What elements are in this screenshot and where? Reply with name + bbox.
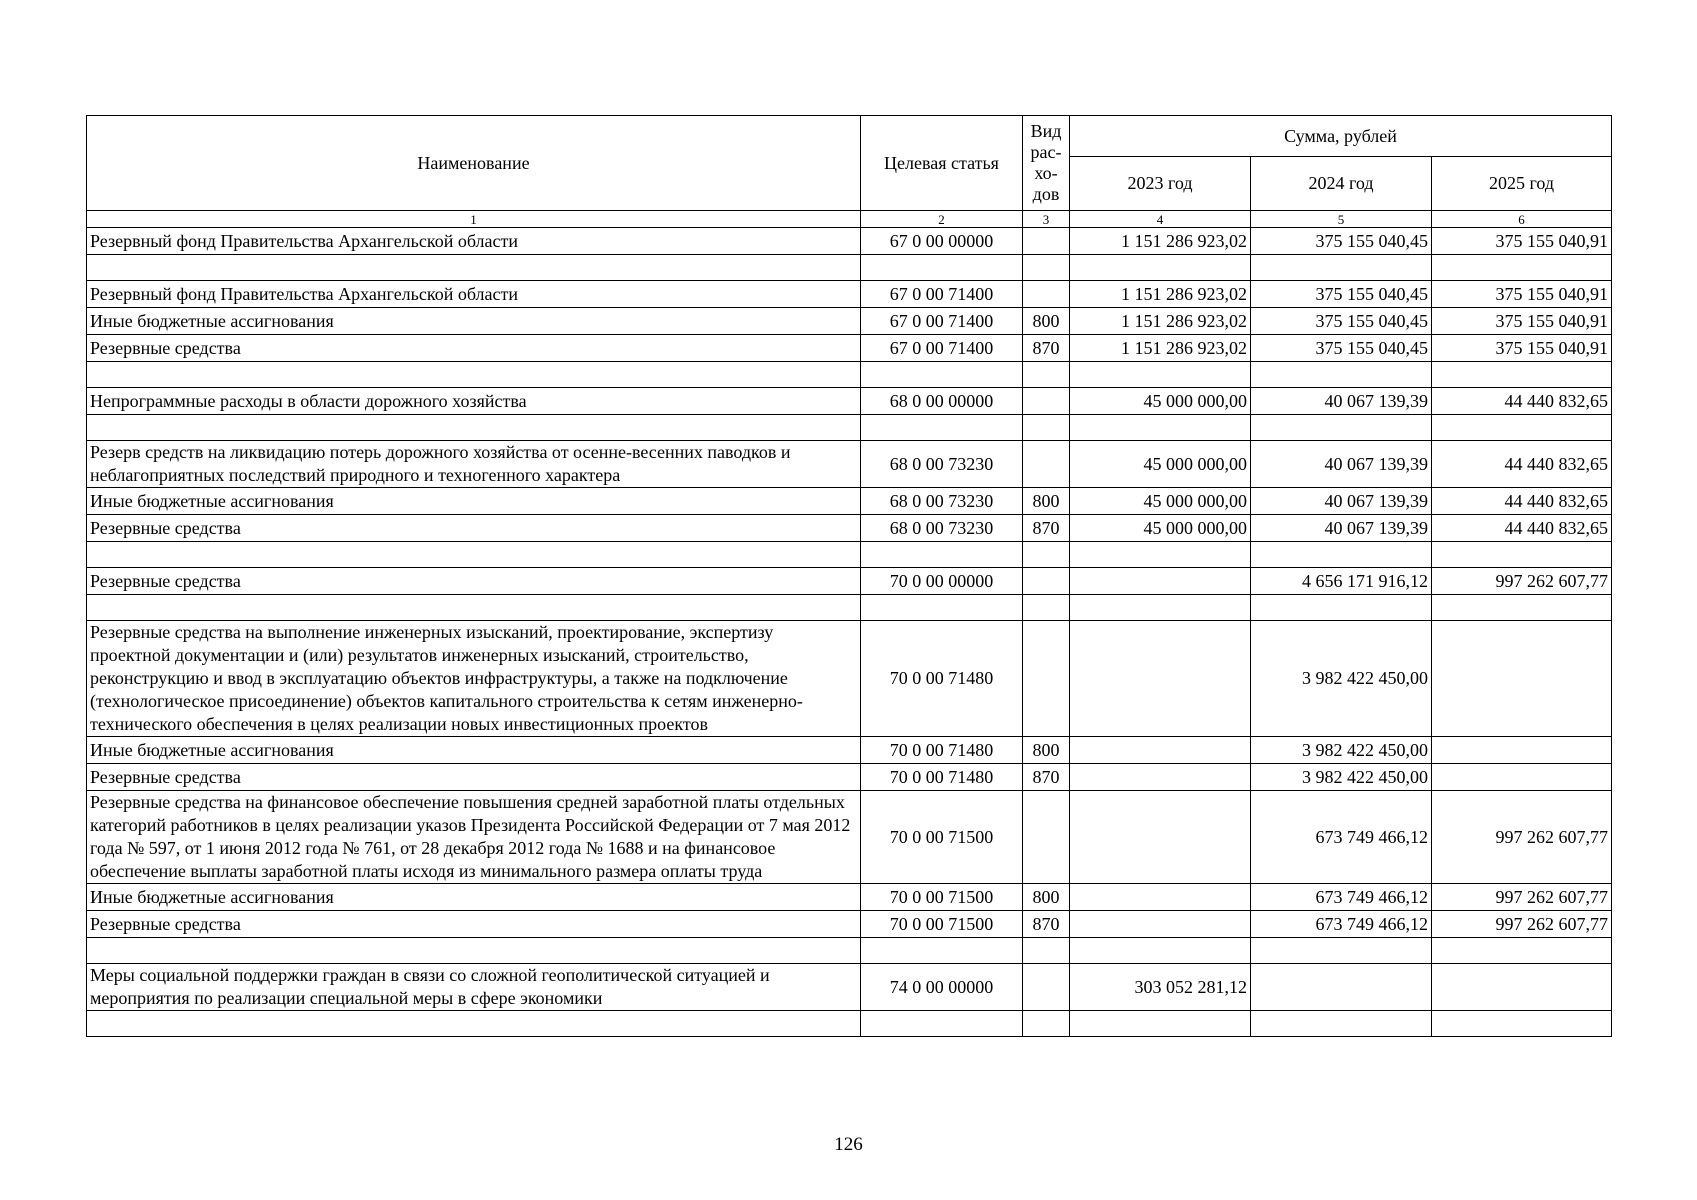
row-name	[87, 938, 861, 964]
table-row	[87, 281, 1612, 308]
row-amount-2023	[1070, 255, 1251, 281]
row-amount-2023	[1070, 938, 1251, 964]
row-amount-2024	[1251, 1011, 1432, 1037]
row-name	[87, 255, 861, 281]
row-name: Резервный фонд Правительства Архангельской области	[87, 228, 861, 255]
row-target-article: 70 0 00 71500	[861, 911, 1023, 938]
row-amount-2024: 375 155 040,45	[1251, 228, 1432, 255]
row-name: Резервные средства	[87, 515, 861, 542]
row-expense-type	[1023, 281, 1070, 308]
row-amount-2025: 375 155 040,91	[1432, 308, 1612, 335]
section-row	[87, 228, 1612, 255]
row-target-article	[861, 362, 1023, 388]
row-target-article: 68 0 00 73230	[861, 515, 1023, 542]
row-expense-type	[1023, 388, 1070, 415]
row-name: Резервные средства	[87, 335, 861, 362]
row-amount-2023	[1070, 362, 1251, 388]
table-row	[87, 335, 1612, 362]
row-amount-2025: 997 262 607,77	[1432, 884, 1612, 911]
row-name	[87, 595, 861, 621]
row-amount-2025: 375 155 040,91	[1432, 335, 1612, 362]
row-amount-2023	[1070, 911, 1251, 938]
budget-table	[86, 115, 1612, 1037]
row-name	[87, 542, 861, 568]
row-name: Резервные средства	[87, 764, 861, 791]
spacer-row	[87, 415, 1612, 441]
row-amount-2024	[1251, 415, 1432, 441]
row-name: Резервные средства	[87, 568, 861, 595]
row-name: Иные бюджетные ассигнования	[87, 308, 861, 335]
row-amount-2023	[1070, 1011, 1251, 1037]
row-amount-2024	[1251, 938, 1432, 964]
row-amount-2023: 1 151 286 923,02	[1070, 335, 1251, 362]
row-amount-2024	[1251, 362, 1432, 388]
row-amount-2025: 375 155 040,91	[1432, 281, 1612, 308]
table-row	[87, 737, 1612, 764]
row-target-article: 70 0 00 00000	[861, 568, 1023, 595]
row-expense-type	[1023, 441, 1070, 488]
row-amount-2024: 3 982 422 450,00	[1251, 737, 1432, 764]
row-amount-2024: 4 656 171 916,12	[1251, 568, 1432, 595]
spacer-row	[87, 362, 1612, 388]
row-target-article	[861, 255, 1023, 281]
row-name: Резервные средства на выполнение инженерных изысканий, проектирование, экспертизу проектной документации и (или) результатов инженерных изысканий, строительство, реконструкцию и ввод в эксплуатацию объектов инфраструктуры, а также на подключение (технологическое присоединение) объектов капитального строительства к сетям инженерно-технического обеспечения в целях реализации новых инвестиционных проектов	[87, 621, 861, 737]
row-target-article: 70 0 00 71480	[861, 764, 1023, 791]
header-year-2024: 2024 год	[1251, 157, 1432, 211]
row-amount-2024: 673 749 466,12	[1251, 911, 1432, 938]
row-amount-2023	[1070, 595, 1251, 621]
row-target-article: 68 0 00 73230	[861, 441, 1023, 488]
header-target-article: Целевая статья	[861, 116, 1023, 211]
row-amount-2024: 3 982 422 450,00	[1251, 621, 1432, 737]
row-target-article: 70 0 00 71480	[861, 621, 1023, 737]
row-expense-type	[1023, 791, 1070, 884]
row-amount-2023	[1070, 737, 1251, 764]
row-name	[87, 415, 861, 441]
row-amount-2024: 40 067 139,39	[1251, 515, 1432, 542]
row-amount-2023	[1070, 791, 1251, 884]
row-amount-2025: 44 440 832,65	[1432, 515, 1612, 542]
row-expense-type	[1023, 621, 1070, 737]
row-name	[87, 362, 861, 388]
row-amount-2023: 1 151 286 923,02	[1070, 308, 1251, 335]
row-amount-2025	[1432, 938, 1612, 964]
header-name: Наименование	[87, 116, 861, 211]
row-amount-2025: 997 262 607,77	[1432, 791, 1612, 884]
row-amount-2025	[1432, 255, 1612, 281]
row-target-article	[861, 415, 1023, 441]
row-amount-2024: 673 749 466,12	[1251, 791, 1432, 884]
row-target-article: 67 0 00 00000	[861, 228, 1023, 255]
row-amount-2024: 375 155 040,45	[1251, 281, 1432, 308]
row-expense-type	[1023, 362, 1070, 388]
column-number: 6	[1432, 211, 1612, 228]
column-number-row	[87, 211, 1612, 228]
row-amount-2023	[1070, 415, 1251, 441]
row-name	[87, 1011, 861, 1037]
row-expense-type	[1023, 964, 1070, 1011]
section-row	[87, 388, 1612, 415]
table-row	[87, 488, 1612, 515]
row-amount-2025: 44 440 832,65	[1432, 388, 1612, 415]
row-expense-type	[1023, 938, 1070, 964]
column-number: 3	[1023, 211, 1070, 228]
row-expense-type: 870	[1023, 335, 1070, 362]
spacer-row	[87, 938, 1612, 964]
row-amount-2024: 3 982 422 450,00	[1251, 764, 1432, 791]
row-amount-2023: 45 000 000,00	[1070, 388, 1251, 415]
row-name: Иные бюджетные ассигнования	[87, 884, 861, 911]
row-expense-type	[1023, 1011, 1070, 1037]
row-name: Резервные средства на финансовое обеспечение повышения средней заработной платы отдельных категорий работников в целях реализации указов Президента Российской Федерации от 7 мая 2012 года № 597, от 1 июня 2012 года № 761, от 28 декабря 2012 года № 1688 и на финансовое обеспечение выплаты заработной платы исходя из минимального размера оплаты труда	[87, 791, 861, 884]
row-target-article	[861, 1011, 1023, 1037]
table-row	[87, 764, 1612, 791]
row-amount-2023	[1070, 764, 1251, 791]
section-row	[87, 568, 1612, 595]
spacer-row	[87, 1011, 1612, 1037]
row-expense-type	[1023, 568, 1070, 595]
row-expense-type: 870	[1023, 515, 1070, 542]
row-target-article	[861, 595, 1023, 621]
row-amount-2024	[1251, 964, 1432, 1011]
row-amount-2024	[1251, 542, 1432, 568]
row-name: Резервный фонд Правительства Архангельской области	[87, 281, 861, 308]
row-target-article: 67 0 00 71400	[861, 281, 1023, 308]
row-target-article: 68 0 00 73230	[861, 488, 1023, 515]
page-number: 126	[834, 1134, 863, 1155]
row-expense-type: 870	[1023, 764, 1070, 791]
row-amount-2023: 45 000 000,00	[1070, 441, 1251, 488]
row-expense-type: 800	[1023, 737, 1070, 764]
row-target-article: 70 0 00 71500	[861, 791, 1023, 884]
row-amount-2025: 997 262 607,77	[1432, 568, 1612, 595]
row-amount-2025	[1432, 362, 1612, 388]
table-row	[87, 884, 1612, 911]
row-target-article: 70 0 00 71480	[861, 737, 1023, 764]
header-year-2025: 2025 год	[1432, 157, 1612, 211]
row-expense-type: 800	[1023, 488, 1070, 515]
header-expense-type: Вид рас- хо- дов	[1023, 116, 1070, 211]
row-target-article: 70 0 00 71500	[861, 884, 1023, 911]
row-expense-type	[1023, 542, 1070, 568]
column-number: 2	[861, 211, 1023, 228]
column-number: 5	[1251, 211, 1432, 228]
row-amount-2023: 1 151 286 923,02	[1070, 228, 1251, 255]
row-amount-2025	[1432, 415, 1612, 441]
row-amount-2023: 45 000 000,00	[1070, 488, 1251, 515]
row-expense-type	[1023, 255, 1070, 281]
row-amount-2024: 375 155 040,45	[1251, 335, 1432, 362]
row-name: Меры социальной поддержки граждан в связи со сложной геополитической ситуацией и мероприятия по реализации специальной меры в сфере экономики	[87, 964, 861, 1011]
row-amount-2025: 997 262 607,77	[1432, 911, 1612, 938]
row-amount-2023: 1 151 286 923,02	[1070, 281, 1251, 308]
row-amount-2023: 45 000 000,00	[1070, 515, 1251, 542]
row-name: Иные бюджетные ассигнования	[87, 488, 861, 515]
row-amount-2023	[1070, 884, 1251, 911]
table-row	[87, 515, 1612, 542]
row-amount-2025	[1432, 1011, 1612, 1037]
row-amount-2025	[1432, 595, 1612, 621]
row-amount-2025	[1432, 542, 1612, 568]
row-amount-2025	[1432, 964, 1612, 1011]
row-amount-2024: 673 749 466,12	[1251, 884, 1432, 911]
row-amount-2024: 375 155 040,45	[1251, 308, 1432, 335]
row-amount-2025: 44 440 832,65	[1432, 441, 1612, 488]
table-body	[87, 228, 1612, 1037]
row-expense-type: 800	[1023, 308, 1070, 335]
row-target-article: 67 0 00 71400	[861, 308, 1023, 335]
spacer-row	[87, 595, 1612, 621]
row-expense-type: 800	[1023, 884, 1070, 911]
table-row	[87, 911, 1612, 938]
table-row	[87, 308, 1612, 335]
row-amount-2025	[1432, 621, 1612, 737]
row-amount-2025	[1432, 737, 1612, 764]
column-number: 4	[1070, 211, 1251, 228]
row-name: Непрограммные расходы в области дорожного хозяйства	[87, 388, 861, 415]
row-name: Резервные средства	[87, 911, 861, 938]
table-header	[87, 116, 1612, 228]
table-row	[87, 621, 1612, 737]
row-target-article	[861, 938, 1023, 964]
row-target-article: 68 0 00 00000	[861, 388, 1023, 415]
row-name: Иные бюджетные ассигнования	[87, 737, 861, 764]
header-year-2023: 2023 год	[1070, 157, 1251, 211]
row-amount-2025	[1432, 764, 1612, 791]
row-expense-type	[1023, 595, 1070, 621]
spacer-row	[87, 542, 1612, 568]
row-amount-2023: 303 052 281,12	[1070, 964, 1251, 1011]
row-expense-type	[1023, 415, 1070, 441]
row-expense-type	[1023, 228, 1070, 255]
row-amount-2023	[1070, 621, 1251, 737]
spacer-row	[87, 255, 1612, 281]
row-amount-2023	[1070, 542, 1251, 568]
table-row	[87, 791, 1612, 884]
row-expense-type: 870	[1023, 911, 1070, 938]
row-amount-2024: 40 067 139,39	[1251, 388, 1432, 415]
header-sum-group: Сумма, рублей	[1070, 116, 1612, 157]
column-number: 1	[87, 211, 861, 228]
row-target-article: 67 0 00 71400	[861, 335, 1023, 362]
row-target-article: 74 0 00 00000	[861, 964, 1023, 1011]
row-amount-2025: 44 440 832,65	[1432, 488, 1612, 515]
table-row	[87, 441, 1612, 488]
row-amount-2024: 40 067 139,39	[1251, 441, 1432, 488]
row-amount-2024	[1251, 595, 1432, 621]
row-amount-2024: 40 067 139,39	[1251, 488, 1432, 515]
row-amount-2025: 375 155 040,91	[1432, 228, 1612, 255]
row-name: Резерв средств на ликвидацию потерь дорожного хозяйства от осенне-весенних паводков и неблагоприятных последствий природного и техногенного характера	[87, 441, 861, 488]
section-row	[87, 964, 1612, 1011]
row-amount-2024	[1251, 255, 1432, 281]
row-target-article	[861, 542, 1023, 568]
row-amount-2023	[1070, 568, 1251, 595]
